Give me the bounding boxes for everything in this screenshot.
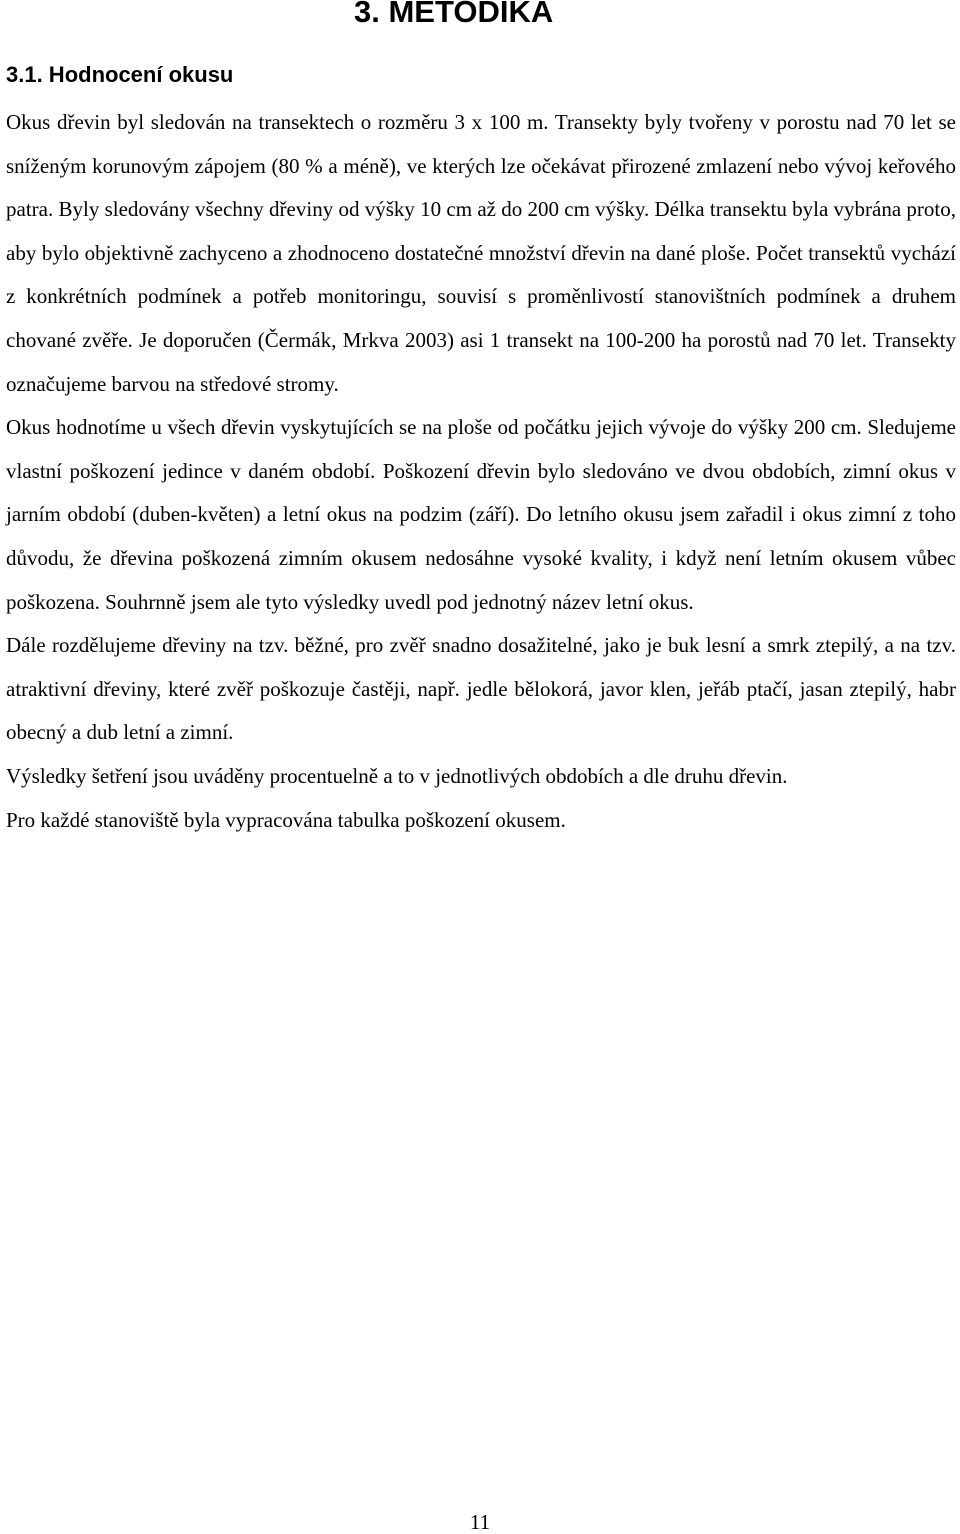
paragraph-tree-categories: Dále rozdělujeme dřeviny na tzv. běžné, pro zvěř snadno dosažitelné, jako je buk lesní a smrk ztepilý, a na tzv. atraktivní dřeviny, které zvěř poškozuje častěji, např. jedle bělokorá, javor klen, jeřáb ptačí, jasan ztepilý, habr obecný a dub letní a zimní.: [6, 633, 956, 745]
chapter-title: 3. METODIKA: [354, 0, 554, 29]
body-text: [6, 101, 956, 842]
paragraph-table: Pro každé stanoviště byla vypracována tabulka poškození okusem.: [6, 807, 566, 832]
paragraph-results: Výsledky šetření jsou uváděny procentuelně a to v jednotlivých obdobích a dle druhu dřevin.: [6, 763, 788, 788]
paragraph-transects: Okus dřevin byl sledován na transektech o rozměru 3 x 100 m. Transekty byly tvořeny v porostu nad 70 let se sníženým korunovým zápojem (80 % a méně), ve kterých lze očekávat přirozené zmlazení nebo vývoj keřového patra. Byly sledovány všechny dřeviny od výšky 10 cm až do 200 cm výšky. Délka transektu byla vybrána proto, aby bylo objektivně zachyceno a zhodnoceno dostatečné množství dřevin na dané ploše. Počet transektů vychází z konkrétních podmínek a potřeb monitoringu, souvisí s proměnlivostí stanovištních podmínek a druhem chované zvěře. Je doporučen (Čermák, Mrkva 2003) asi 1 transekt na 100-200 ha porostů nad 70 let. Transekty označujeme barvou na středové stromy.: [6, 110, 956, 396]
paragraph-browsing-evaluation: Okus hodnotíme u všech dřevin vyskytujících se na ploše od počátku jejich vývoje do výšky 200 cm. Sledujeme vlastní poškození jedince v daném období. Poškození dřevin bylo sledováno ve dvou obdobích, zimní okus v jarním období (duben-květen) a letní okus na podzim (září). Do letního okusu jsem zařadil i okus zimní z toho důvodu, že dřevina poškozená zimním okusem nedosáhne vysoké kvality, i když není letním okusem vůbec poškozena. Souhrnně jsem ale tyto výsledky uvedl pod jednotný název letní okus.: [6, 415, 956, 614]
section-title: 3.1. Hodnocení okusu: [6, 62, 234, 87]
page-number: 11: [469, 1510, 491, 1534]
